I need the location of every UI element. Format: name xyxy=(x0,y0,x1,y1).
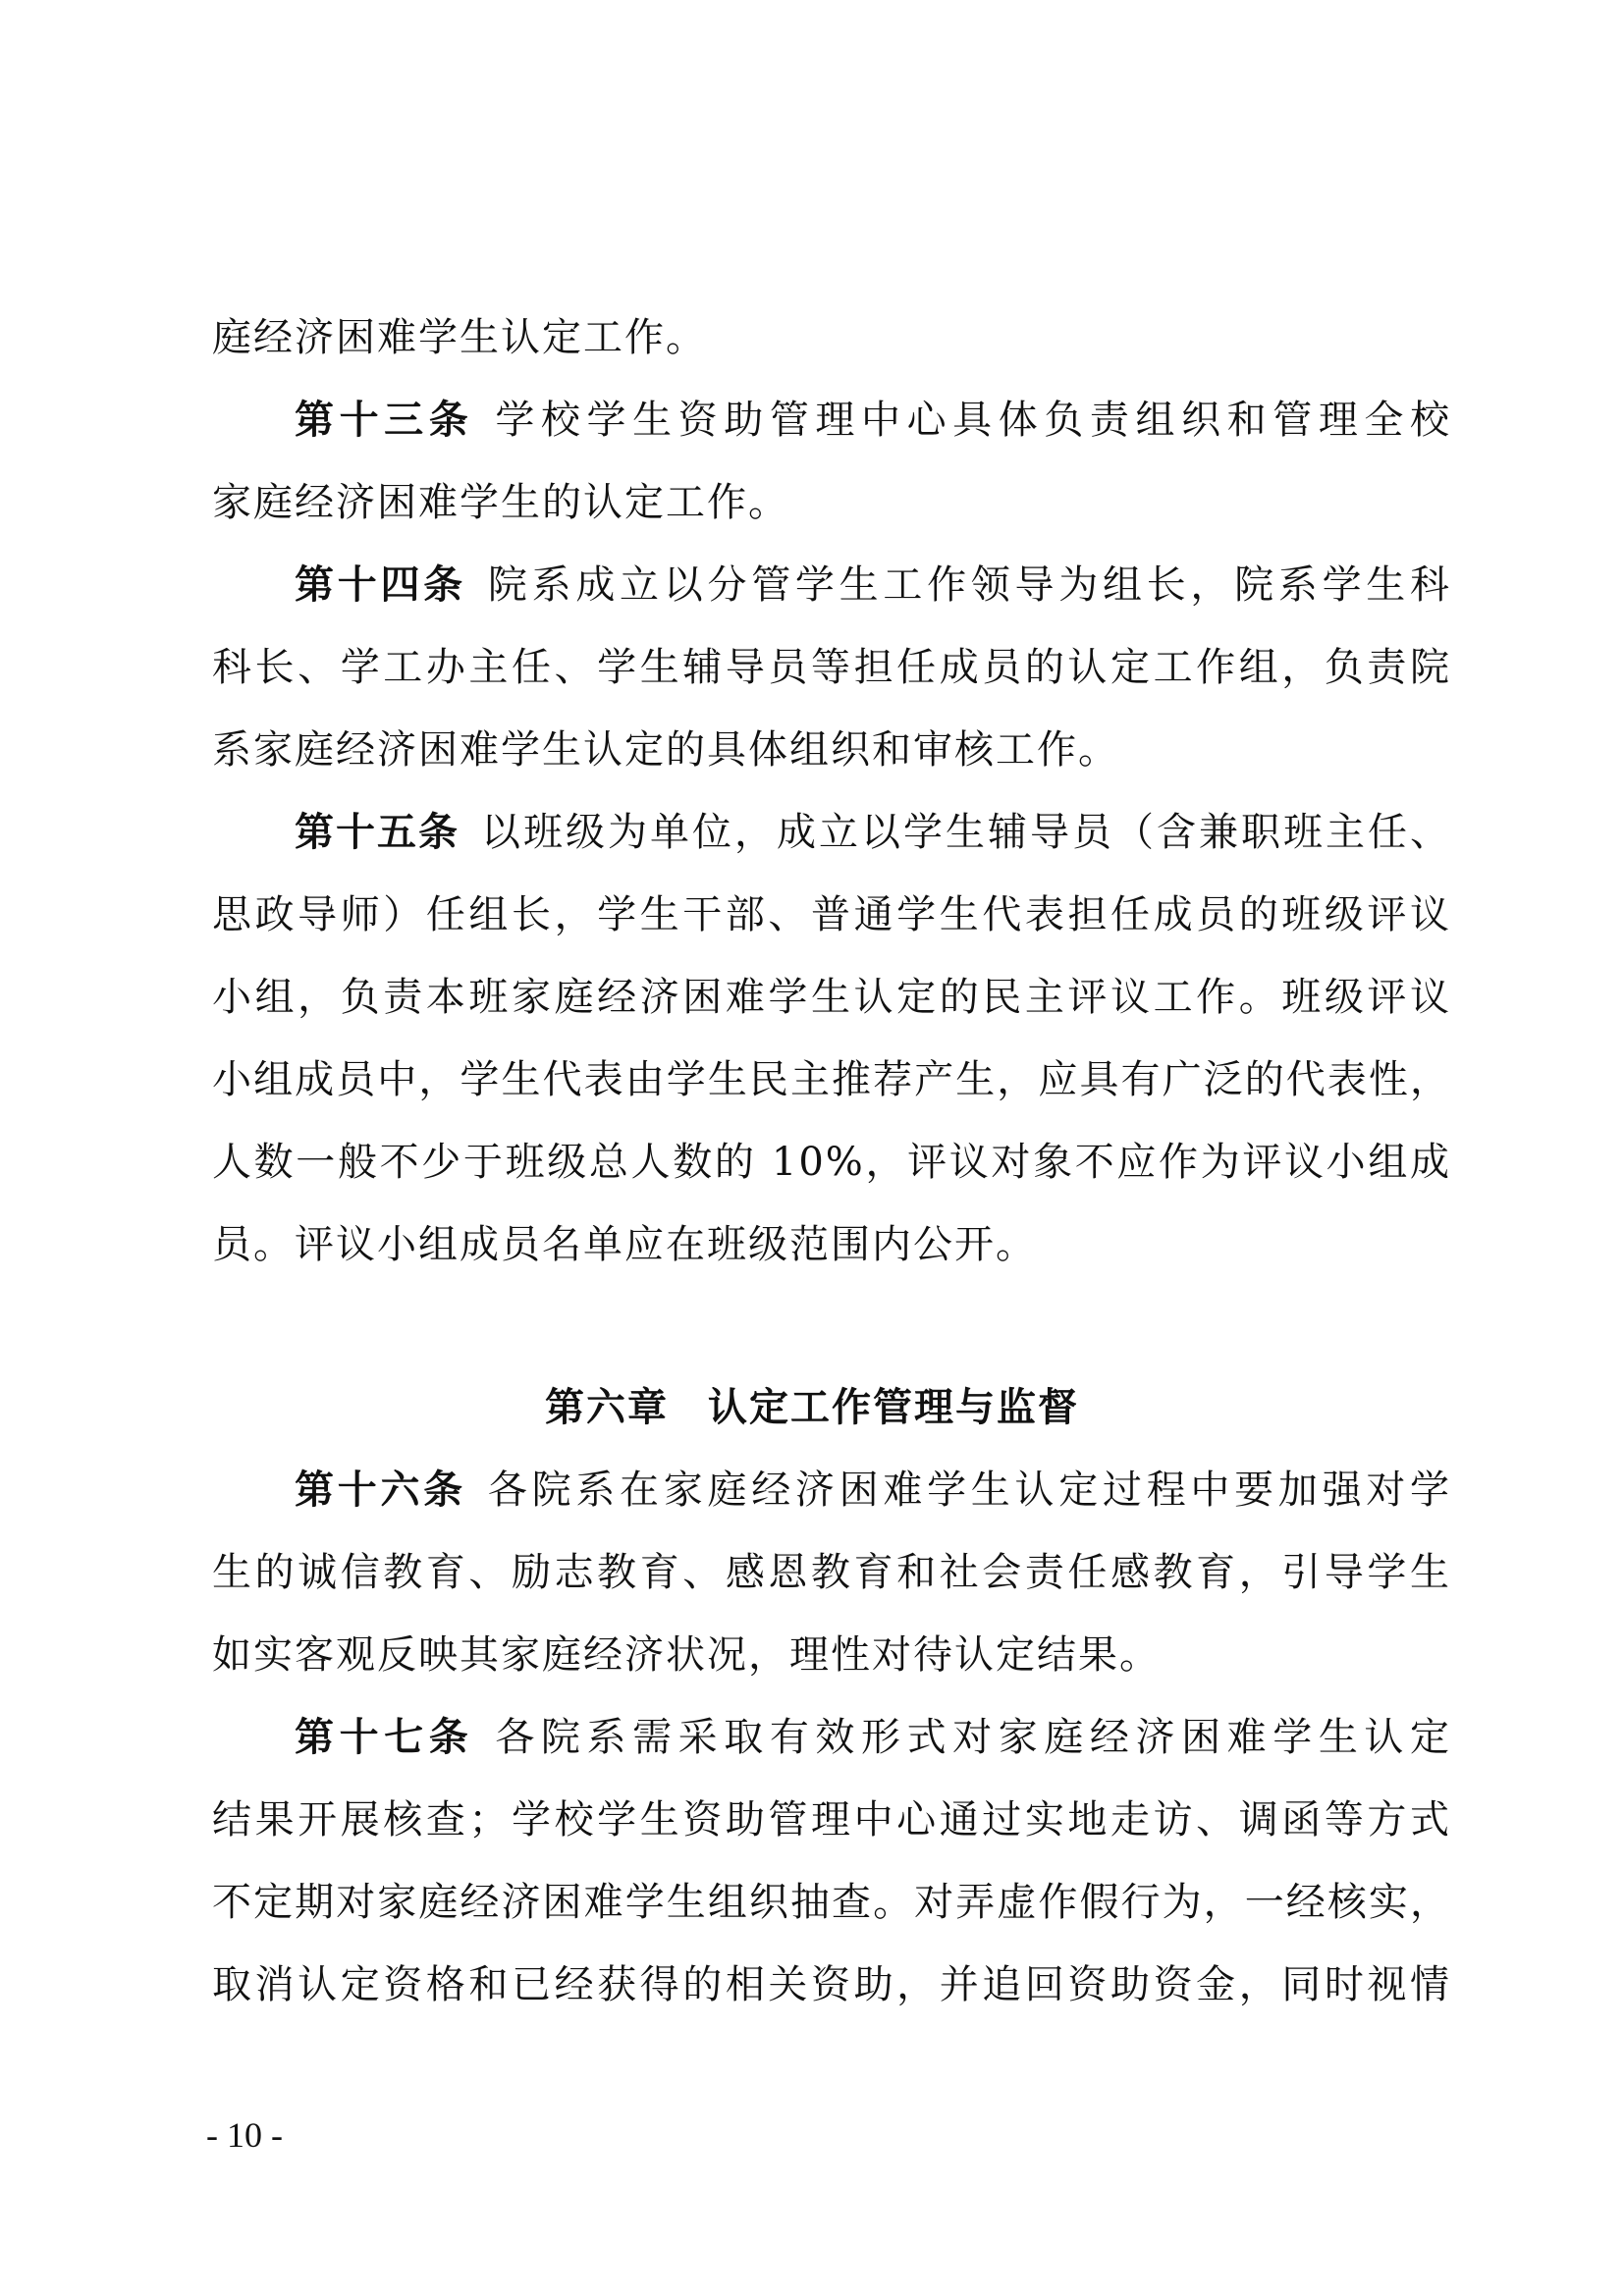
page-number: - 10 - xyxy=(206,2115,283,2155)
article-14-text: 科长、学工办主任、学生辅导员等担任成员的认定工作组，负责院 xyxy=(212,645,1451,690)
article-15-text: 小组，负责本班家庭经济困难学生认定的民主评议工作。班级评议 xyxy=(212,975,1451,1020)
article-14-text: 院系成立以分管学生工作领导为组长，院系学生科 xyxy=(487,562,1452,608)
article-14-text: 系家庭经济困难学生认定的具体组织和审核工作。 xyxy=(212,727,1119,773)
article-14-line-2 xyxy=(212,640,1451,695)
article-16-line-3 xyxy=(212,1628,1451,1682)
article-16-line-1 xyxy=(295,1463,1451,1518)
paragraph-text: 庭经济困难学生认定工作。 xyxy=(212,315,707,360)
article-16-text: 如实客观反映其家庭经济状况，理性对待认定结果。 xyxy=(212,1632,1161,1678)
article-17-text: 结果开展核查；学校学生资助管理中心通过实地走访、调函等方式 xyxy=(212,1797,1451,1842)
article-15-text: 思政导师）任组长，学生干部、普通学生代表担任成员的班级评议 xyxy=(212,892,1451,937)
article-15-text: 小组成员中，学生代表由学生民主推荐产生，应具有广泛的代表性， xyxy=(212,1057,1451,1102)
article-15-line-4 xyxy=(212,1052,1451,1107)
article-14-line-1 xyxy=(295,558,1451,613)
article-15-title: 第十五条 xyxy=(295,810,460,855)
chapter-title: 认定工作管理与监督 xyxy=(708,1385,1079,1430)
article-17-text: 各院系需采取有效形式对家庭经济困难学生认定 xyxy=(495,1715,1452,1760)
article-15-line-5 xyxy=(212,1135,1451,1190)
article-17-line-2 xyxy=(212,1792,1451,1847)
article-14-line-3 xyxy=(212,722,1451,777)
article-17-text: 不定期对家庭经济困难学生组织抽查。对弄虚作假行为，一经核实， xyxy=(212,1880,1451,1925)
article-17-title: 第十七条 xyxy=(295,1715,474,1760)
chapter-number: 第六章 xyxy=(545,1385,669,1430)
article-13-text: 家庭经济困难学生的认定工作。 xyxy=(212,480,789,525)
article-17-line-3 xyxy=(212,1875,1451,1930)
chapter-heading xyxy=(0,1380,1624,1435)
article-14-title: 第十四条 xyxy=(295,562,466,608)
article-17-line-4 xyxy=(212,1957,1451,2012)
article-16-title: 第十六条 xyxy=(295,1468,466,1513)
article-15-text: 人数一般不少于班级总人数的 10%，评议对象不应作为评议小组成 xyxy=(212,1140,1451,1185)
article-16-text: 生的诚信教育、励志教育、感恩教育和社会责任感教育，引导学生 xyxy=(212,1550,1451,1595)
article-17-text: 取消认定资格和已经获得的相关资助，并追回资助资金，同时视情 xyxy=(212,1962,1451,2007)
article-15-line-6 xyxy=(212,1217,1451,1272)
paragraph-line xyxy=(212,310,1451,365)
article-13-line-2 xyxy=(212,475,1451,530)
article-15-line-3 xyxy=(212,970,1451,1025)
article-15-line-2 xyxy=(212,887,1451,942)
article-13-title: 第十三条 xyxy=(295,398,474,443)
article-15-text: 员。评议小组成员名单应在班级范围内公开。 xyxy=(212,1222,1037,1267)
article-13-line-1 xyxy=(295,393,1451,448)
article-13-text: 学校学生资助管理中心具体负责组织和管理全校 xyxy=(495,398,1452,443)
article-15-line-1 xyxy=(295,805,1451,860)
article-16-line-2 xyxy=(212,1545,1451,1600)
article-17-line-1 xyxy=(295,1710,1451,1765)
article-15-text: 以班级为单位，成立以学生辅导员（含兼职班主任、 xyxy=(481,810,1451,855)
article-16-text: 各院系在家庭经济困难学生认定过程中要加强对学 xyxy=(487,1468,1452,1513)
